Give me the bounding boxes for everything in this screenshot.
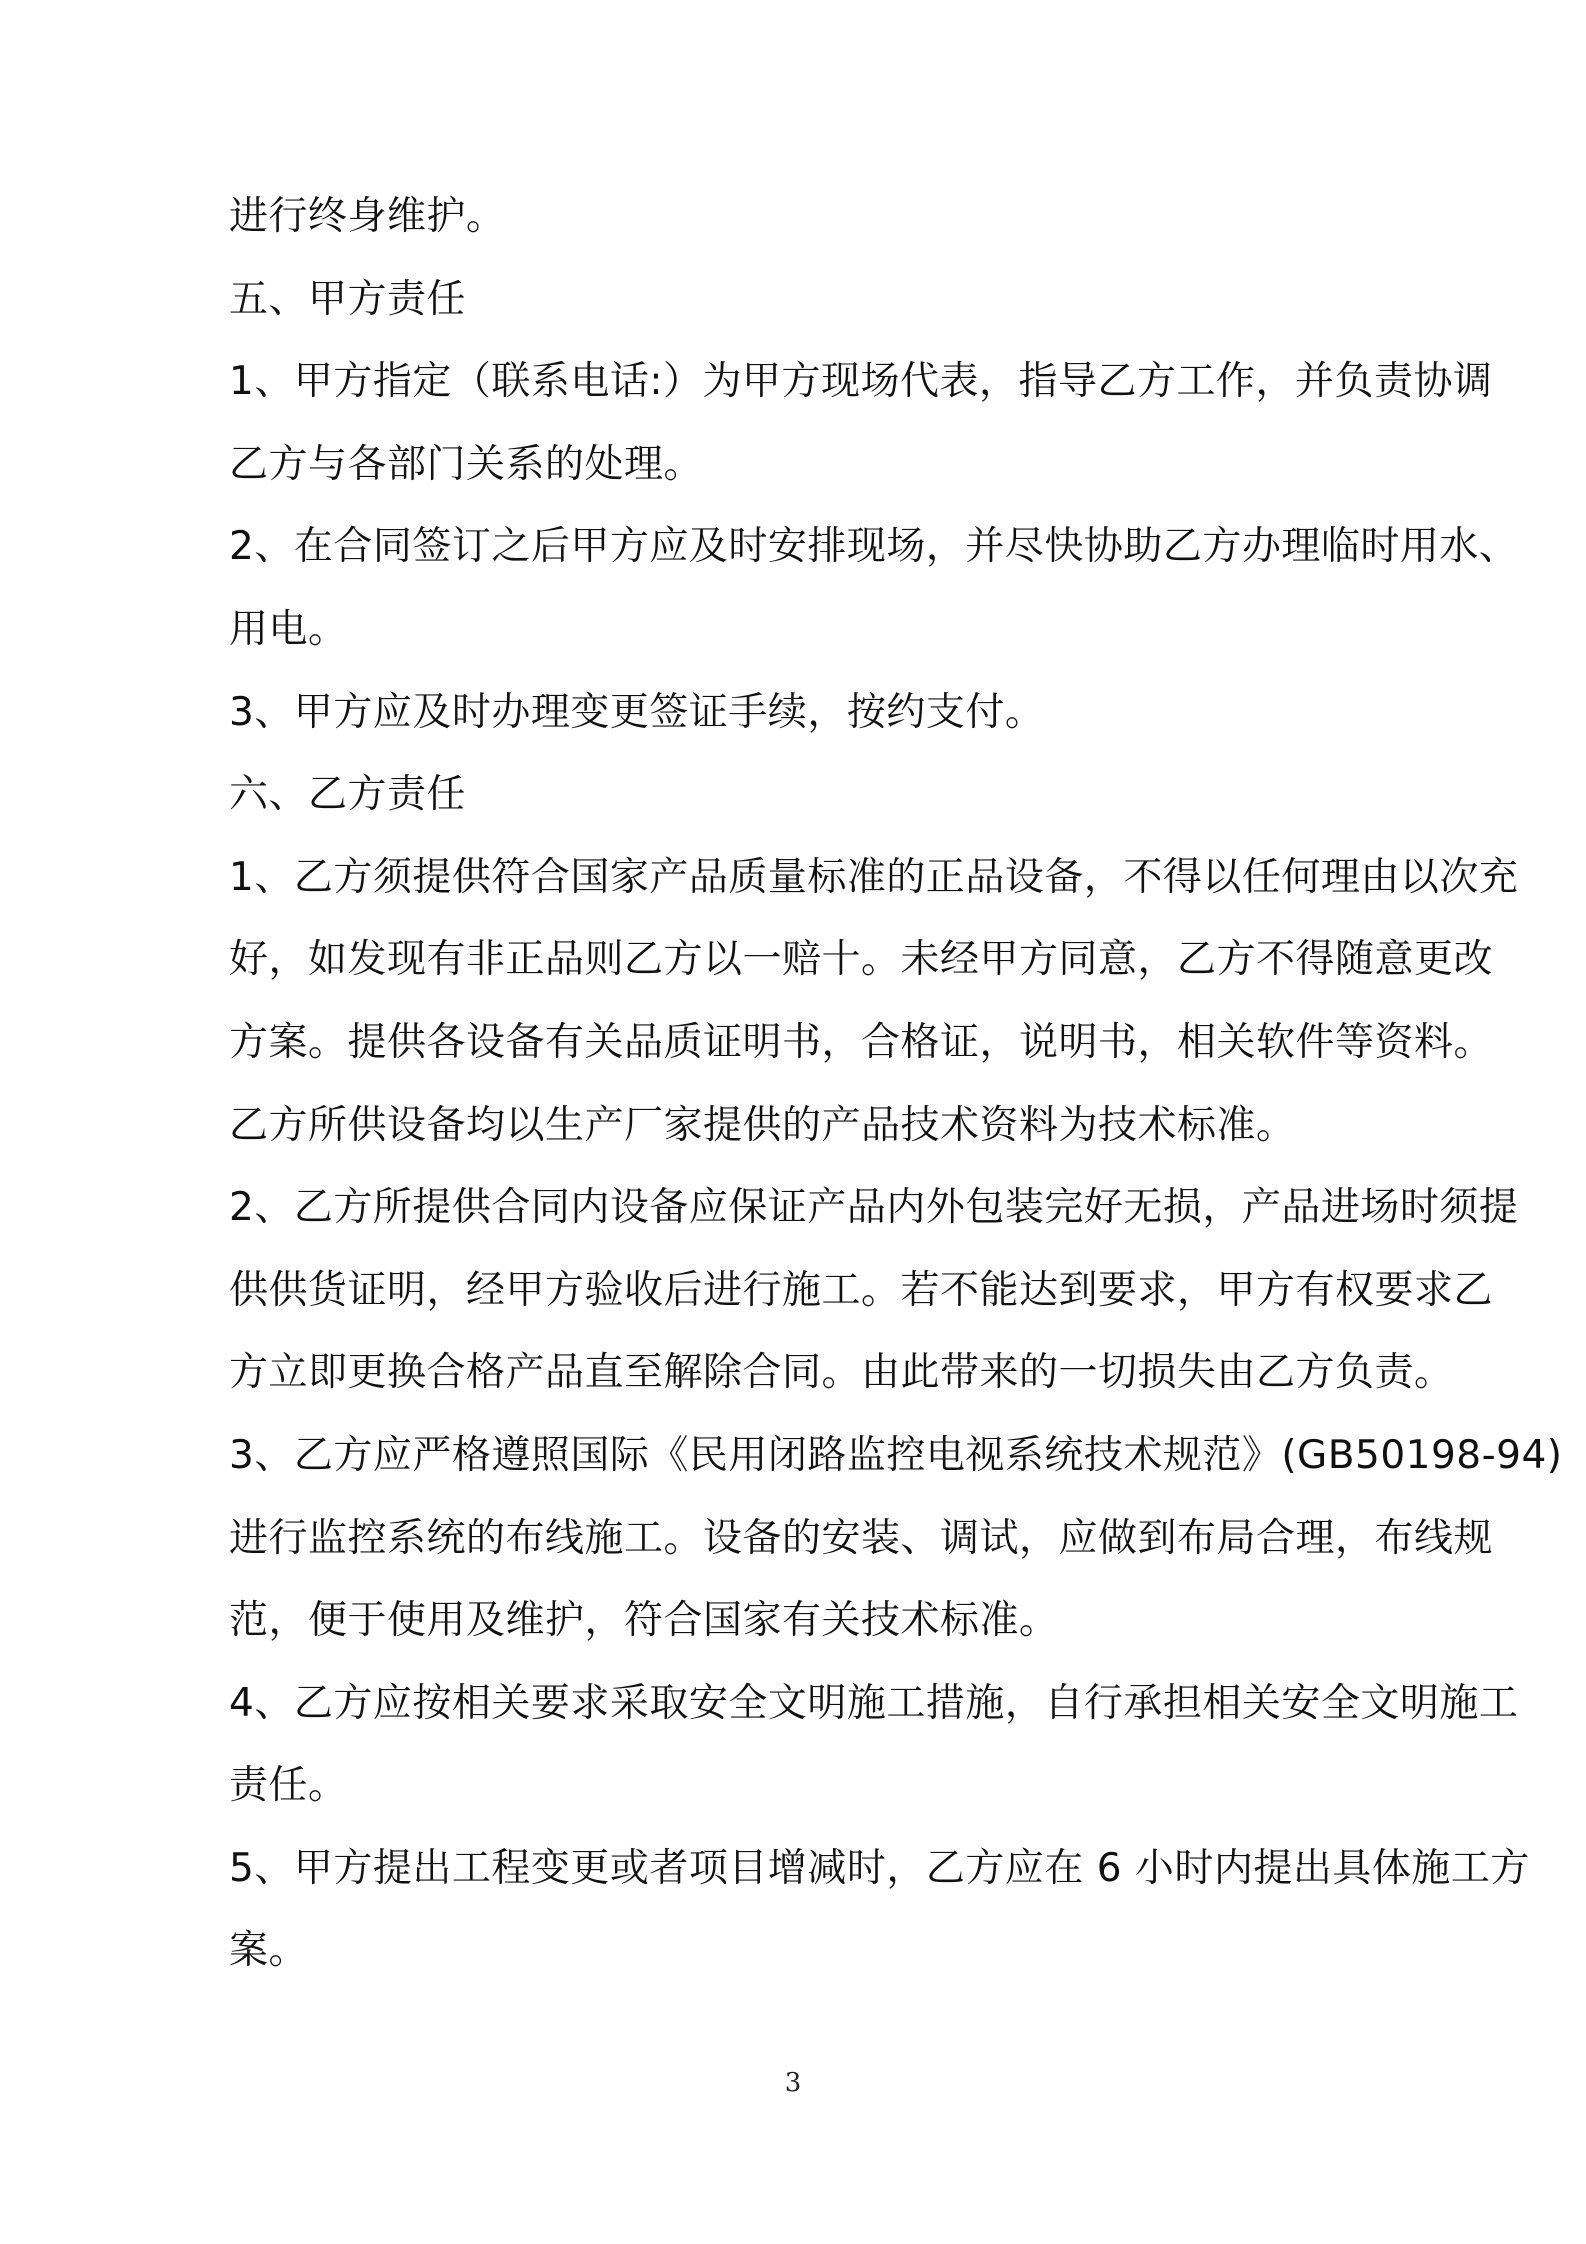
text-line: 用电。 [229,606,348,652]
text-line: 责任。 [229,1763,348,1809]
text-line: 2、乙方所提供合同内设备应保证产品内外包装完好无损，产品进场时须提 [229,1185,1519,1231]
text-line: 范，便于使用及维护，符合国家有关技术标准。 [229,1598,1059,1644]
text-line: 乙方与各部门关系的处理。 [229,441,704,487]
contract-text [229,176,1563,1993]
section-heading-party-a-responsibilities: 五、甲方责任 [229,276,467,322]
text-line: 好，如发现有非正品则乙方以一赔十。未经甲方同意，乙方不得随意更改 [229,937,1494,983]
text-line: 5、甲方提出工程变更或者项目增减时，乙方应在 6 小时内提出具体施工方 [229,1845,1530,1891]
text-line: 3、甲方应及时办理变更签证手续，按约支付。 [229,689,1045,735]
text-line: 1、甲方指定（联系电话:）为甲方现场代表，指导乙方工作，并负责协调 [229,359,1493,405]
text-line: 3、乙方应严格遵照国际《民用闭路监控电视系统技术规范》(GB50198-94) [229,1432,1563,1478]
text-line: 进行监控系统的布线施工。设备的安装、调试，应做到布局合理，布线规 [229,1515,1494,1561]
text-line: 4、乙方应按相关要求采取安全文明施工措施，自行承担相关安全文明施工 [229,1680,1519,1726]
text-line: 进行终身维护。 [229,194,506,239]
text-line: 方立即更换合格产品直至解除合同。由此带来的一切损失由乙方负责。 [229,1350,1454,1396]
text-line: 供供货证明，经甲方验收后进行施工。若不能达到要求，甲方有权要求乙 [229,1267,1494,1313]
page-number: 3 [784,2068,802,2098]
text-line: 案。 [229,1928,309,1974]
text-line: 乙方所供设备均以生产厂家提供的产品技术资料为技术标准。 [229,1102,1296,1148]
text-line: 1、乙方须提供符合国家产品质量标准的正品设备，不得以任何理由以次充 [229,854,1519,900]
text-line: 2、在合同签订之后甲方应及时安排现场，并尽快协助乙方办理临时用水、 [229,524,1519,570]
text-line: 方案。提供各设备有关品质证明书，合格证，说明书，相关软件等资料。 [229,1019,1494,1065]
section-heading-party-b-responsibilities: 六、乙方责任 [229,772,467,818]
